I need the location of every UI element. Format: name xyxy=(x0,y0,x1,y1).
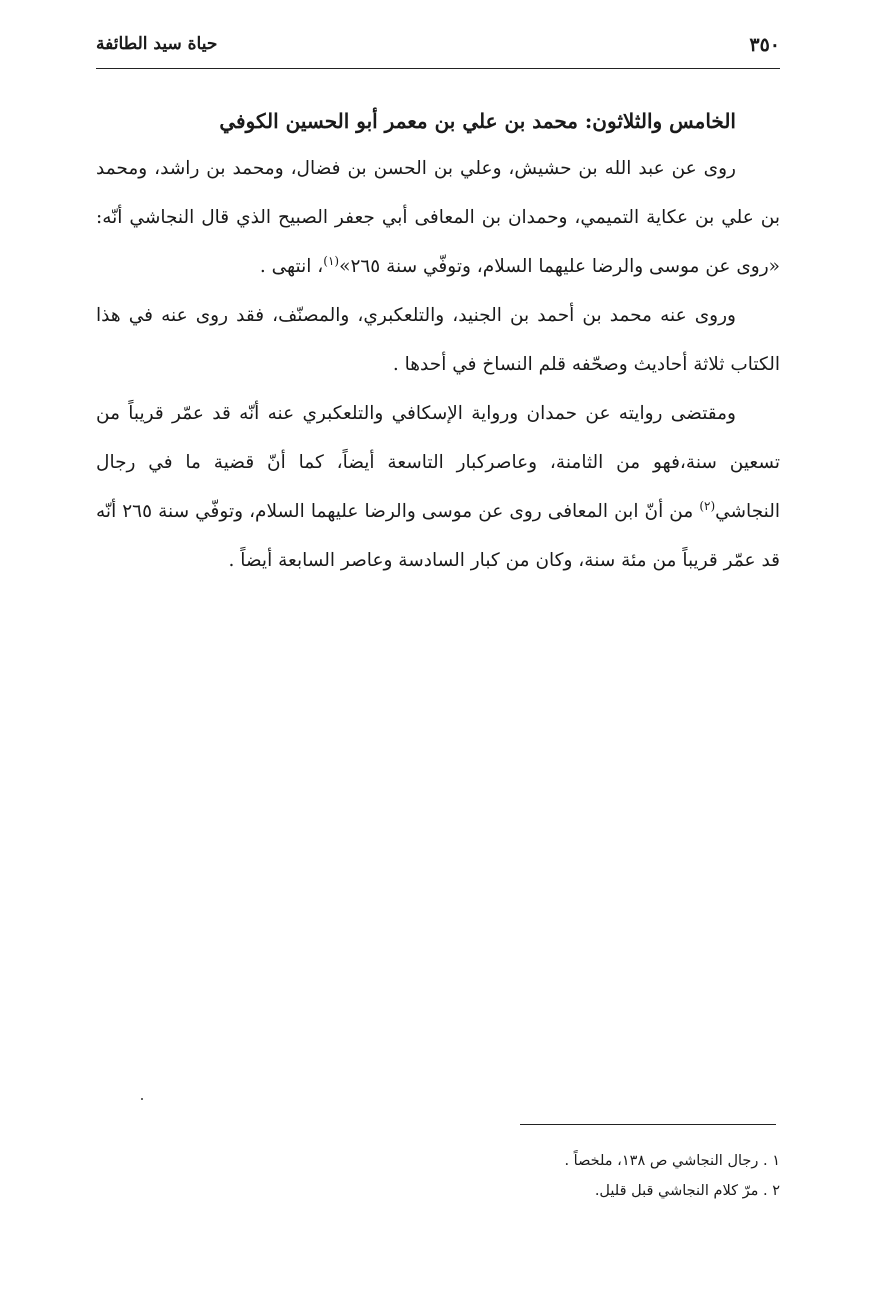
paragraph-1-tail: ، انتهى . xyxy=(259,256,324,277)
footnote-2: ٢ . مرّ كلام النجاشي قبل قليل. xyxy=(594,1183,780,1199)
paragraph-3 xyxy=(96,389,780,585)
stray-mark xyxy=(141,1098,143,1100)
paragraph-2 xyxy=(96,291,780,389)
section-heading: الخامس والثلاثون: محمد بن علي بن معمر أبو الحسين الكوفي xyxy=(219,109,736,133)
paragraph-3-tail: من أنّ ابن المعافى روى عن موسى والرضا عليهما السلام، وتوفّي سنة ٢٦٥ أنّه قد عمّر قريباً من مئة سنة، وكان من كبار السادسة وعاصر السابعة أيضاً . xyxy=(96,501,780,571)
paragraph-1-text: روى عن عبد الله بن حشيش، وعلي بن الحسن بن فضال، ومحمد بن راشد، ومحمد بن علي بن عكاية التميمي، وحمدان بن المعافى أبي جعفر الصبيح الذي قال النجاشي أنّه: «روى عن موسى والرضا عليهما السلام، وتوفّي سنة ٢٦٥» xyxy=(96,158,780,277)
paragraph-1 xyxy=(96,144,780,291)
footnote-separator xyxy=(520,1124,776,1125)
book-title: حياة سيد الطائفة xyxy=(96,34,218,54)
main-text xyxy=(96,98,780,585)
footnote-ref-2: (٢) xyxy=(699,498,716,513)
running-header xyxy=(96,30,780,66)
paragraph-3-text: ومقتضى روايته عن حمدان ورواية الإسكافي والتلعكبري عنه أنّه قد عمّر قريباً من تسعين سنة،فهو من الثامنة، وعاصركبار التاسعة أيضاً، كما أنّ قضية ما في رجال النجاشي xyxy=(96,403,780,522)
paragraph-2-text: وروى عنه محمد بن أحمد بن الجنيد، والتلعكبري، والمصنّف، فقد روى عنه في هذا الكتاب ثلاثة أحاديث وصحّفه قلم النساخ في أحدها . xyxy=(96,305,780,375)
footnote-1: ١ . رجال النجاشي ص ١٣٨، ملخصاً . xyxy=(564,1153,780,1169)
page-number: ٣٥٠ xyxy=(749,34,780,56)
footnotes xyxy=(96,1146,780,1206)
footnote-ref-1: (١) xyxy=(323,253,340,268)
header-rule xyxy=(96,68,780,69)
